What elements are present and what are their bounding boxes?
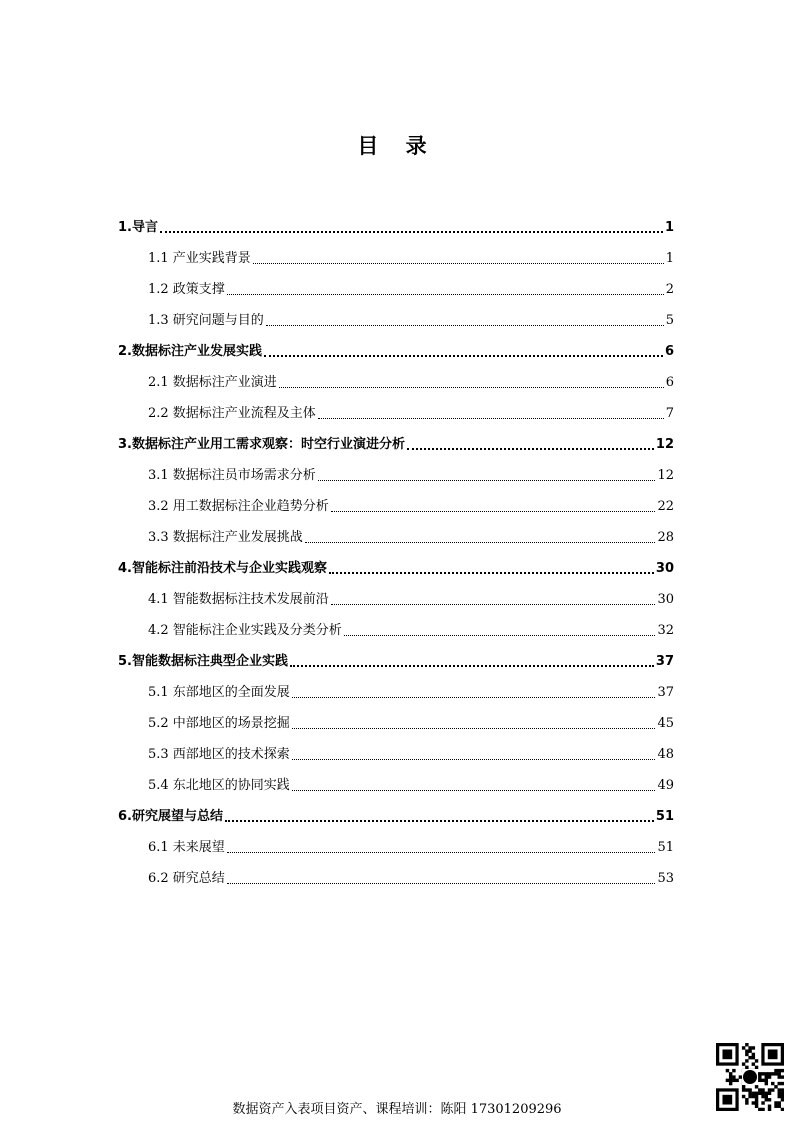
toc-chapter[interactable] <box>118 546 674 577</box>
toc-section[interactable] <box>118 577 674 608</box>
toc-page-number: 22 <box>657 499 674 514</box>
toc-section[interactable] <box>118 825 674 856</box>
toc-label: 5.智能数据标注典型企业实践 <box>118 654 288 669</box>
toc-page-number: 45 <box>657 716 674 731</box>
toc-label: 3.2 用工数据标注企业趋势分析 <box>148 499 329 514</box>
toc-label: 6.研究展望与总结 <box>118 809 223 824</box>
toc-label: 6.1 未来展望 <box>148 840 225 855</box>
toc-page-number: 51 <box>655 809 674 824</box>
toc-leader-dots <box>279 387 664 388</box>
toc-leader-dots <box>292 759 656 760</box>
toc-section[interactable] <box>118 360 674 391</box>
toc-section[interactable] <box>118 267 674 298</box>
toc-leader-dots <box>227 883 656 884</box>
table-of-contents <box>118 205 674 887</box>
toc-section[interactable] <box>118 236 674 267</box>
toc-page-number: 53 <box>657 871 674 886</box>
toc-page-number: 6 <box>664 344 674 359</box>
footer-contact: 数据资产入表项目资产、课程培训：陈阳 17301209296 <box>232 1102 562 1117</box>
toc-section[interactable] <box>118 391 674 422</box>
toc-chapter[interactable] <box>118 205 674 236</box>
toc-leader-dots <box>344 635 656 636</box>
toc-label: 3.数据标注产业用工需求观察：时空行业演进分析 <box>118 437 405 452</box>
toc-page-number: 32 <box>657 623 674 638</box>
toc-page-number: 48 <box>657 747 674 762</box>
toc-leader-dots <box>290 665 654 667</box>
toc-leader-dots <box>292 790 656 791</box>
toc-leader-dots <box>331 511 656 512</box>
toc-section[interactable] <box>118 453 674 484</box>
toc-label: 3.3 数据标注产业发展挑战 <box>148 530 303 545</box>
toc-leader-dots <box>264 355 663 357</box>
toc-leader-dots <box>305 542 656 543</box>
toc-label: 5.4 东北地区的协同实践 <box>148 778 290 793</box>
toc-section[interactable] <box>118 515 674 546</box>
toc-page-number: 12 <box>657 468 674 483</box>
toc-label: 1.3 研究问题与目的 <box>148 313 264 328</box>
toc-leader-dots <box>225 820 654 822</box>
toc-section[interactable] <box>118 608 674 639</box>
toc-label: 5.2 中部地区的场景挖掘 <box>148 716 290 731</box>
toc-page-number: 37 <box>655 654 674 669</box>
toc-section[interactable] <box>118 856 674 887</box>
toc-page-number: 12 <box>655 437 674 452</box>
toc-page-number: 1 <box>664 220 674 235</box>
toc-chapter[interactable] <box>118 794 674 825</box>
toc-section[interactable] <box>118 763 674 794</box>
toc-section[interactable] <box>118 298 674 329</box>
toc-leader-dots <box>253 263 664 264</box>
toc-leader-dots <box>318 418 664 419</box>
toc-chapter[interactable] <box>118 329 674 360</box>
toc-page-number: 51 <box>657 840 674 855</box>
toc-label: 1.2 政策支撑 <box>148 282 225 297</box>
toc-label: 3.1 数据标注员市场需求分析 <box>148 468 316 483</box>
page-title: 目 录 <box>357 134 437 158</box>
toc-label: 2.数据标注产业发展实践 <box>118 344 262 359</box>
toc-chapter[interactable] <box>118 422 674 453</box>
toc-label: 5.3 西部地区的技术探索 <box>148 747 290 762</box>
toc-leader-dots <box>160 231 663 233</box>
toc-label: 4.1 智能数据标注技术发展前沿 <box>148 592 329 607</box>
toc-page-number: 5 <box>665 313 674 328</box>
toc-label: 4.2 智能标注企业实践及分类分析 <box>148 623 342 638</box>
toc-label: 5.1 东部地区的全面发展 <box>148 685 290 700</box>
toc-page-number: 49 <box>657 778 674 793</box>
toc-label: 2.1 数据标注产业演进 <box>148 375 277 390</box>
toc-leader-dots <box>318 480 656 481</box>
toc-page-number: 2 <box>665 282 674 297</box>
toc-label: 6.2 研究总结 <box>148 871 225 886</box>
toc-leader-dots <box>227 852 656 853</box>
toc-label: 1.导言 <box>118 220 158 235</box>
toc-section[interactable] <box>118 701 674 732</box>
toc-page-number: 30 <box>657 592 674 607</box>
toc-section[interactable] <box>118 484 674 515</box>
toc-page-number: 30 <box>655 561 674 576</box>
toc-leader-dots <box>329 572 654 574</box>
toc-leader-dots <box>227 294 664 295</box>
toc-page-number: 28 <box>657 530 674 545</box>
toc-leader-dots <box>292 728 656 729</box>
toc-leader-dots <box>407 448 654 450</box>
toc-leader-dots <box>331 604 656 605</box>
toc-leader-dots <box>292 697 656 698</box>
toc-section[interactable] <box>118 732 674 763</box>
toc-page-number: 37 <box>657 685 674 700</box>
toc-label: 2.2 数据标注产业流程及主体 <box>148 406 316 421</box>
toc-section[interactable] <box>118 670 674 701</box>
toc-label: 4.智能标注前沿技术与企业实践观察 <box>118 561 327 576</box>
toc-label: 1.1 产业实践背景 <box>148 251 251 266</box>
toc-page-number: 1 <box>665 251 674 266</box>
toc-page-number: 7 <box>665 406 674 421</box>
toc-leader-dots <box>266 325 664 326</box>
toc-chapter[interactable] <box>118 639 674 670</box>
toc-page-number: 6 <box>665 375 674 390</box>
